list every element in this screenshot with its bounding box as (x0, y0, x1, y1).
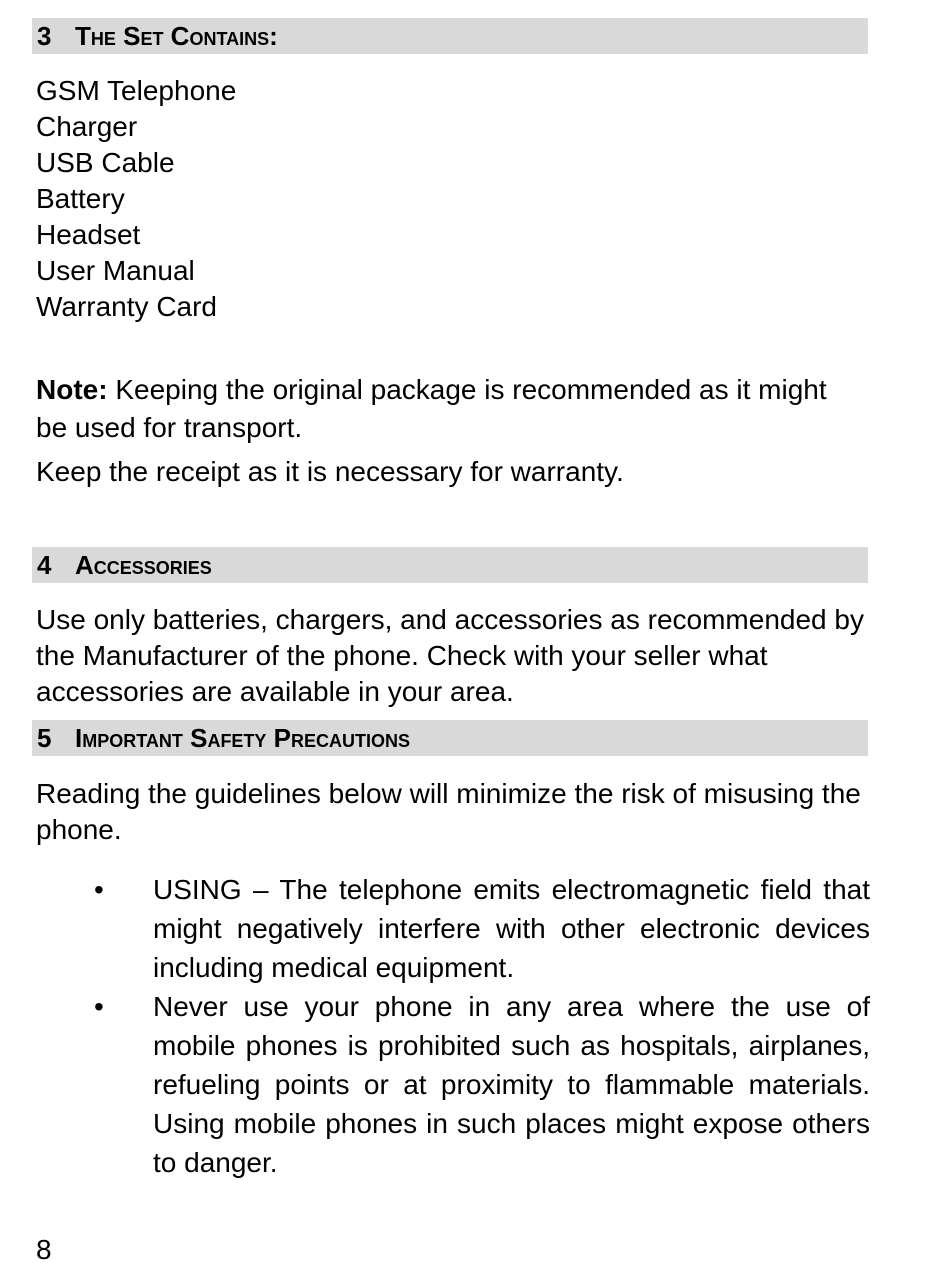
bullet-icon: • (94, 874, 104, 905)
note-paragraph (36, 371, 864, 447)
bullet-icon: • (94, 991, 104, 1022)
set-contents-list (36, 73, 864, 325)
accessories-paragraph: Use only batteries, chargers, and accessories as recommended by the Manufacturer of the phone. Check with your seller what accessories are available in your area. (36, 604, 864, 707)
list-item: Battery (36, 183, 125, 214)
receipt-paragraph: Keep the receipt as it is necessary for warranty. (36, 456, 624, 487)
section-5-title: Important Safety Precautions (75, 723, 411, 753)
list-item (0, 870, 870, 987)
list-item (0, 987, 870, 1182)
section-3-number: 3 (37, 21, 52, 51)
section-5-heading (32, 720, 868, 756)
safety-bullet-list (0, 870, 870, 1182)
note-text: Keeping the original package is recommended as it might be used for transport. (36, 374, 827, 443)
list-item: Warranty Card (36, 291, 218, 322)
section-3-heading (32, 18, 868, 54)
list-item: Headset (36, 219, 141, 250)
list-item: GSM Telephone (36, 75, 237, 106)
bullet-text: USING – The telephone emits electromagnetic field that might negatively interfere with other electronic devices including medical equipment. (153, 874, 870, 983)
section-4-number: 4 (37, 550, 52, 580)
bullet-text: Never use your phone in any area where the use of mobile phones is prohibited such as hospitals, airplanes, refueling points or at proximity to flammable materials. Using mobile phones in such places might expose others to danger. (153, 991, 870, 1178)
list-item: USB Cable (36, 147, 175, 178)
list-item: Charger (36, 111, 138, 142)
safety-intro-paragraph: Reading the guidelines below will minimize the risk of misusing the phone. (36, 778, 861, 845)
list-item: User Manual (36, 255, 195, 286)
section-5-number: 5 (37, 723, 52, 753)
note-label: Note: (36, 374, 108, 405)
section-4-heading (32, 547, 868, 583)
page-number: 8 (36, 1234, 52, 1265)
section-3-title: The Set Contains: (75, 21, 278, 51)
section-4-title: Accessories (75, 550, 212, 580)
